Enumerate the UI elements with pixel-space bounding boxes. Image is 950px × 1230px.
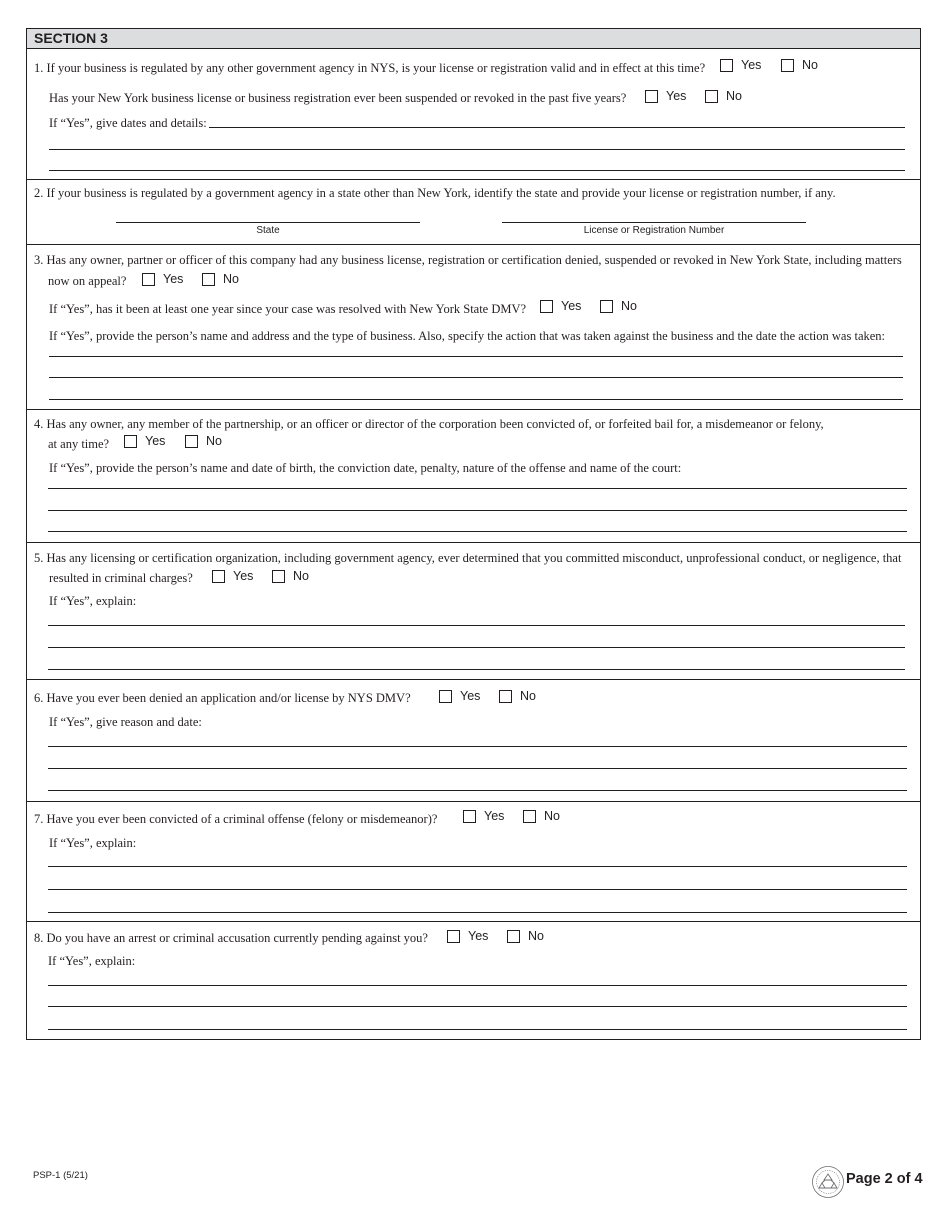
q8-no-label: No	[528, 929, 544, 943]
q3-details-label: If “Yes”, provide the person’s name and address and the type of business. Also, specify the action that was taken against the business and the date the action was taken:	[49, 329, 886, 343]
q3-sub-no-option[interactable]	[600, 299, 637, 313]
q8-answer-line[interactable]	[48, 1029, 907, 1030]
q2-state-caption: State	[256, 225, 280, 236]
q5-answer-line[interactable]	[48, 647, 905, 648]
q7-details-label: If “Yes”, explain:	[49, 836, 137, 850]
q1-text: 1. If your business is regulated by any other government agency in NYS, is your license or registration valid and in effect at this time?	[34, 61, 706, 75]
q8-answer-line[interactable]	[48, 985, 907, 986]
q6-no-label: No	[520, 689, 536, 703]
q1-details-label: If “Yes”, give dates and details:	[49, 116, 207, 130]
q1-answer-line[interactable]	[49, 149, 905, 150]
q7-no-label: No	[544, 809, 560, 823]
q4-yes-label: Yes	[145, 434, 166, 448]
q6-yes-option[interactable]	[439, 689, 480, 703]
q3-no-label: No	[223, 272, 239, 286]
q3-answer-line[interactable]	[49, 356, 903, 357]
q2-license-line[interactable]	[502, 222, 806, 223]
section-divider	[27, 801, 920, 802]
q6-answer-line[interactable]	[48, 768, 907, 769]
q7-yes-option[interactable]	[463, 809, 504, 823]
q1-sub-yes-checkbox[interactable]	[645, 90, 658, 103]
q5-yes-checkbox[interactable]	[212, 570, 225, 583]
section-divider	[27, 542, 920, 543]
q8-yes-label: Yes	[468, 929, 489, 943]
q1-sub-text: Has your New York business license or business registration ever been suspended or revoked in the past five years?	[49, 91, 627, 105]
q1-sub-yes-option[interactable]	[645, 89, 686, 103]
q5-no-checkbox[interactable]	[272, 570, 285, 583]
q5-text-line2: resulted in criminal charges?	[49, 571, 193, 585]
q3-sub-text: If “Yes”, has it been at least one year since your case was resolved with New York State DMV?	[49, 302, 527, 316]
q3-no-checkbox[interactable]	[202, 273, 215, 286]
recycle-seal-icon	[811, 1165, 845, 1199]
q4-answer-line[interactable]	[48, 488, 907, 489]
q3-yes-label: Yes	[163, 272, 184, 286]
section-divider	[27, 409, 920, 410]
q6-yes-checkbox[interactable]	[439, 690, 452, 703]
q5-no-label: No	[293, 569, 309, 583]
q4-yes-checkbox[interactable]	[124, 435, 137, 448]
q4-no-label: No	[206, 434, 222, 448]
q4-no-checkbox[interactable]	[185, 435, 198, 448]
q6-no-option[interactable]	[499, 689, 536, 703]
q3-sub-yes-checkbox[interactable]	[540, 300, 553, 313]
q8-no-checkbox[interactable]	[507, 930, 520, 943]
q1-sub-no-option[interactable]	[705, 89, 742, 103]
q3-text-line2: now on appeal?	[48, 274, 127, 288]
q6-yes-label: Yes	[460, 689, 481, 703]
q4-details-label: If “Yes”, provide the person’s name and date of birth, the conviction date, penalty, nature of the offense and name of the court:	[49, 461, 682, 475]
q6-text: 6. Have you ever been denied an application and/or license by NYS DMV?	[34, 691, 411, 705]
q7-answer-line[interactable]	[48, 912, 907, 913]
section-3-form	[26, 28, 921, 1040]
q8-yes-checkbox[interactable]	[447, 930, 460, 943]
q4-answer-line[interactable]	[48, 510, 907, 511]
q4-yes-option[interactable]	[124, 434, 165, 448]
q1-answer-line[interactable]	[49, 170, 905, 171]
q1-sub-no-checkbox[interactable]	[705, 90, 718, 103]
q8-details-label: If “Yes”, explain:	[48, 954, 136, 968]
q3-answer-line[interactable]	[49, 377, 903, 378]
q5-details-label: If “Yes”, explain:	[49, 594, 137, 608]
q1-details-line[interactable]	[209, 127, 905, 128]
q7-answer-line[interactable]	[48, 866, 907, 867]
q1-no-checkbox[interactable]	[781, 59, 794, 72]
q1-yes-label: Yes	[741, 58, 762, 72]
q2-license-caption: License or Registration Number	[583, 225, 725, 236]
q1-sub-yes-label: Yes	[666, 89, 687, 103]
q4-text-line1: 4. Has any owner, any member of the partnership, or an officer or director of the corporation been convicted of, or forfeited bail for, a misdemeanor or felony,	[34, 417, 824, 431]
q5-yes-label: Yes	[233, 569, 254, 583]
q3-text-line1: 3. Has any owner, partner or officer of this company had any business license, registration or certification denied, suspended or revoked in New York State, including matters	[34, 253, 902, 267]
q1-sub-no-label: No	[726, 89, 742, 103]
q7-text: 7. Have you ever been convicted of a criminal offense (felony or misdemeanor)?	[34, 812, 438, 826]
q5-yes-option[interactable]	[212, 569, 253, 583]
q8-text: 8. Do you have an arrest or criminal accusation currently pending against you?	[34, 931, 428, 945]
q4-text-line2: at any time?	[48, 437, 110, 451]
section-divider	[27, 921, 920, 922]
section-divider	[27, 679, 920, 680]
section-header	[27, 29, 920, 49]
q1-yes-checkbox[interactable]	[720, 59, 733, 72]
q6-no-checkbox[interactable]	[499, 690, 512, 703]
q7-yes-checkbox[interactable]	[463, 810, 476, 823]
section-divider	[27, 179, 920, 180]
q7-no-checkbox[interactable]	[523, 810, 536, 823]
q2-text: 2. If your business is regulated by a government agency in a state other than New York, identify the state and provide your license or registration number, if any.	[34, 186, 836, 200]
q3-no-option[interactable]	[202, 272, 239, 286]
q3-sub-yes-label: Yes	[561, 299, 582, 313]
q5-no-option[interactable]	[272, 569, 309, 583]
page-number: Page 2 of 4	[846, 1171, 923, 1187]
q1-no-label: No	[802, 58, 818, 72]
q1-no-option[interactable]	[781, 58, 818, 72]
q4-answer-line[interactable]	[48, 531, 907, 532]
section-title: SECTION 3	[34, 30, 108, 46]
q3-answer-line[interactable]	[49, 399, 903, 400]
q4-no-option[interactable]	[185, 434, 222, 448]
q7-yes-label: Yes	[484, 809, 505, 823]
q5-text-line1: 5. Has any licensing or certification organization, including government agency, ever determined that you committed misconduct, unprofessional conduct, or negligence, that	[34, 551, 902, 565]
q3-yes-option[interactable]	[142, 272, 183, 286]
q8-yes-option[interactable]	[447, 929, 488, 943]
q8-answer-line[interactable]	[48, 1006, 907, 1007]
q8-no-option[interactable]	[507, 929, 544, 943]
q7-answer-line[interactable]	[48, 889, 907, 890]
q3-sub-no-label: No	[621, 299, 637, 313]
form-number: PSP-1 (5/21)	[33, 1170, 88, 1181]
q6-details-label: If “Yes”, give reason and date:	[49, 715, 202, 729]
q2-state-line[interactable]	[116, 222, 420, 223]
section-divider	[27, 244, 920, 245]
q1-yes-option[interactable]	[720, 58, 761, 72]
q3-yes-checkbox[interactable]	[142, 273, 155, 286]
q7-no-option[interactable]	[523, 809, 560, 823]
q3-sub-yes-option[interactable]	[540, 299, 581, 313]
q6-answer-line[interactable]	[48, 746, 907, 747]
q5-answer-line[interactable]	[48, 669, 905, 670]
q6-answer-line[interactable]	[48, 790, 907, 791]
q3-sub-no-checkbox[interactable]	[600, 300, 613, 313]
q5-answer-line[interactable]	[48, 625, 905, 626]
